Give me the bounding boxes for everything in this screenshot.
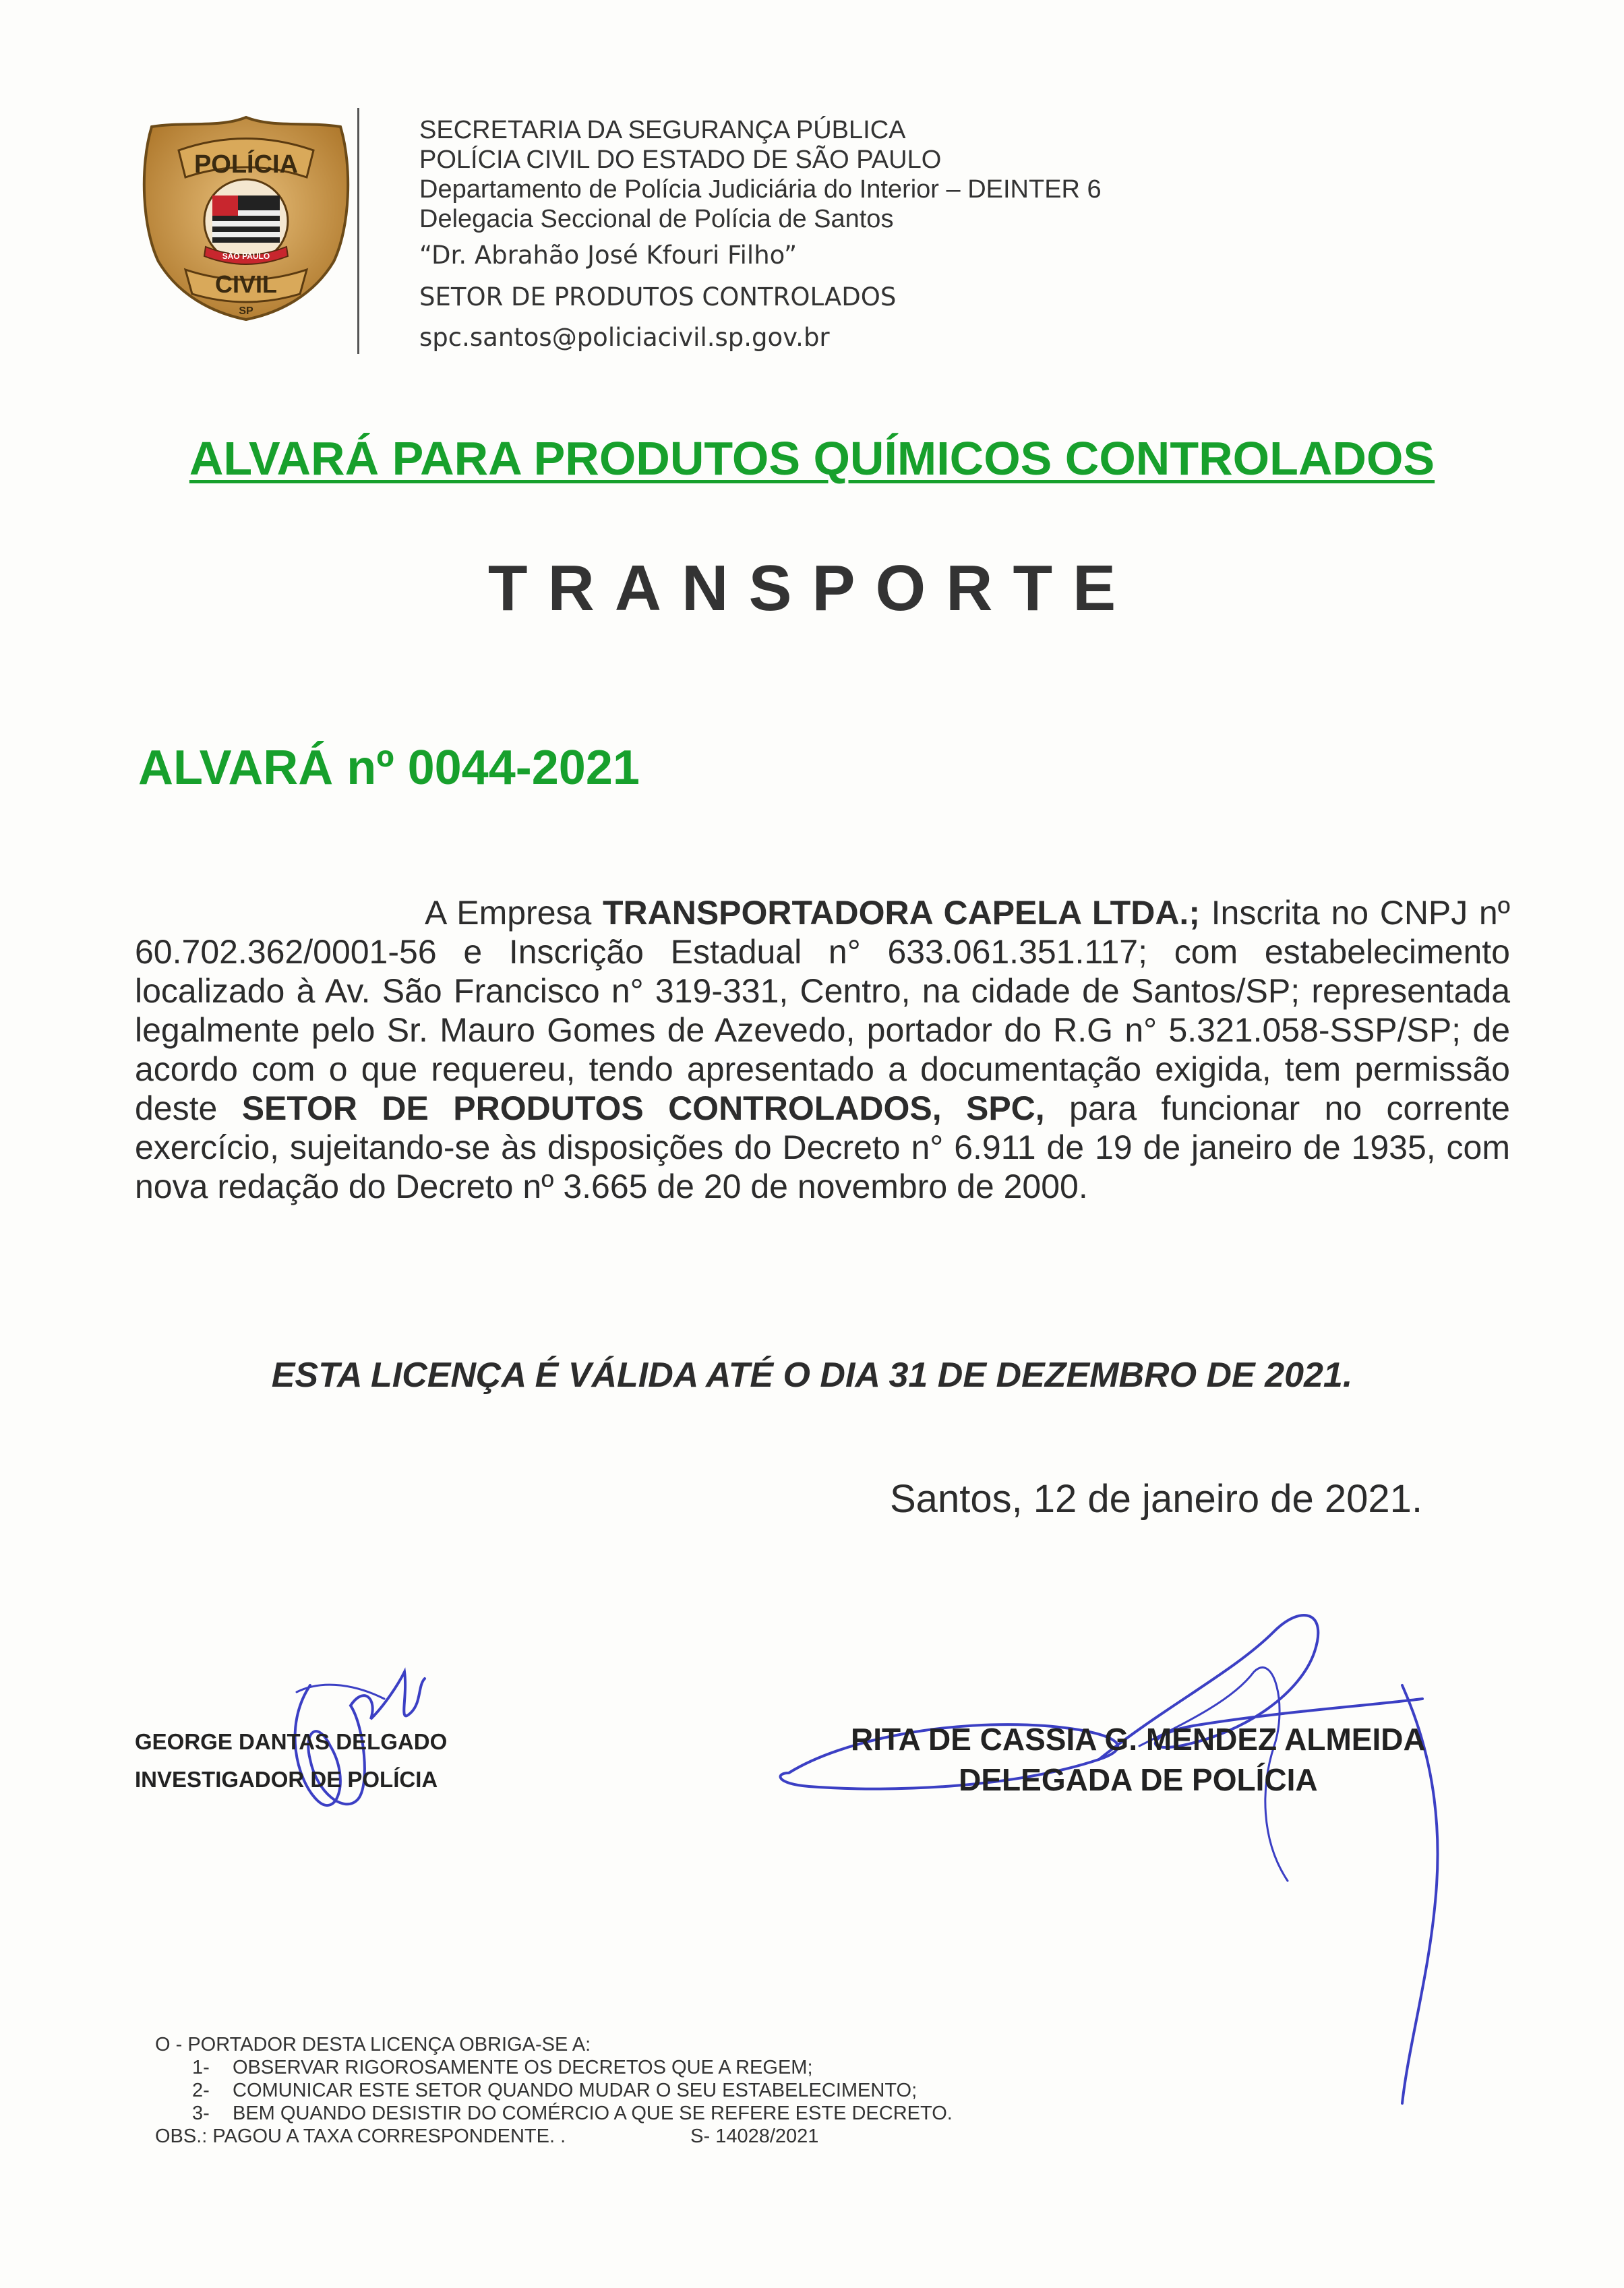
body-text-closing: para funcionar no corrente exercício, sujeitando-se às disposições do Decreto n° 6.911 de 19 de janeiro de 1935, com nova redação do Decreto nº 3.665 de 20 de novembro de 2000. <box>135 1089 1510 1205</box>
left-signer-role: INVESTIGADOR DE POLÍCIA <box>135 1767 438 1792</box>
permit-number: ALVARÁ nº 0044-2021 <box>138 741 640 795</box>
header-divider <box>357 108 359 354</box>
svg-text:SÃO PAULO: SÃO PAULO <box>222 251 270 261</box>
sector-name: SETOR DE PRODUTOS CONTROLADOS, SPC, <box>241 1089 1045 1127</box>
svg-text:POLÍCIA: POLÍCIA <box>193 150 299 179</box>
header-line-departamento: Departamento de Polícia Judiciária do Interior – DEINTER 6 <box>419 175 1102 204</box>
body-text-intro: A Empresa <box>425 894 603 932</box>
company-name: TRANSPORTADORA CAPELA LTDA.; <box>602 894 1200 932</box>
header-line-delegacia: Delegacia Seccional de Polícia de Santos <box>419 205 894 233</box>
footer-obs-text: OBS.: PAGOU A TAXA CORRESPONDENTE. . <box>155 2126 566 2147</box>
police-badge-logo <box>138 113 354 322</box>
document-title: ALVARÁ PARA PRODUTOS QUÍMICOS CONTROLADOS <box>189 432 1435 485</box>
footer-obs-number: S- 14028/2021 <box>690 2126 819 2147</box>
body-paragraph <box>135 893 1510 1206</box>
svg-text:CIVIL: CIVIL <box>214 270 278 298</box>
footer-obs <box>155 2125 953 2148</box>
footer-item: 1- OBSERVAR RIGOROSAMENTE OS DECRETOS QUE A REGEM; <box>192 2057 813 2078</box>
svg-text:SP: SP <box>239 305 253 317</box>
place-date: Santos, 12 de janeiro de 2021. <box>890 1477 1423 1521</box>
header-line-secretaria: SECRETARIA DA SEGURANÇA PÚBLICA <box>419 116 906 144</box>
right-signer-role: DELEGADA DE POLÍCIA <box>959 1762 1318 1797</box>
body-text-details: Inscrita no CNPJ nº 60.702.362/0001-56 e Inscrição Estadual n° 633.061.351.117; com estabelecimento localizado à Av. São Francisco n° 319-331, Centro, na cidade de Santos/SP; representada legalmente pelo Sr. Mauro Gomes de Azevedo, portador do R.G n° 5.321.058-SSP/SP; de acordo com o que requereu, tendo apresentado a documentação exigida, tem permissão deste <box>135 894 1510 1127</box>
footer-intro: O - PORTADOR DESTA LICENÇA OBRIGA-SE A: <box>155 2034 591 2055</box>
header-email-link[interactable]: spc.santos@policiacivil.sp.gov.br <box>419 323 830 352</box>
document-subtitle: TRANSPORTE <box>487 552 1137 624</box>
header-line-policia-civil: POLÍCIA CIVIL DO ESTADO DE SÃO PAULO <box>419 146 942 174</box>
footer-item: 3- BEM QUANDO DESISTIR DO COMÉRCIO A QUE SE REFERE ESTE DECRETO. <box>192 2103 953 2124</box>
header-line-dedication: “Dr. Abrahão José Kfouri Filho” <box>419 241 798 270</box>
right-signer-name: RITA DE CASSIA G. MENDEZ ALMEIDA <box>851 1722 1426 1757</box>
validity-statement: ESTA LICENÇA É VÁLIDA ATÉ O DIA 31 DE DEZEMBRO DE 2021. <box>271 1356 1353 1395</box>
left-signer-name: GEORGE DANTAS DELGADO <box>135 1729 448 1754</box>
header-line-setor: SETOR DE PRODUTOS CONTROLADOS <box>419 282 897 311</box>
right-signature-block <box>851 1719 1426 1800</box>
footer-notes <box>155 2033 953 2148</box>
left-signature-block <box>135 1723 447 1799</box>
footer-item: 2- COMUNICAR ESTE SETOR QUANDO MUDAR O SEU ESTABELECIMENTO; <box>192 2080 918 2101</box>
